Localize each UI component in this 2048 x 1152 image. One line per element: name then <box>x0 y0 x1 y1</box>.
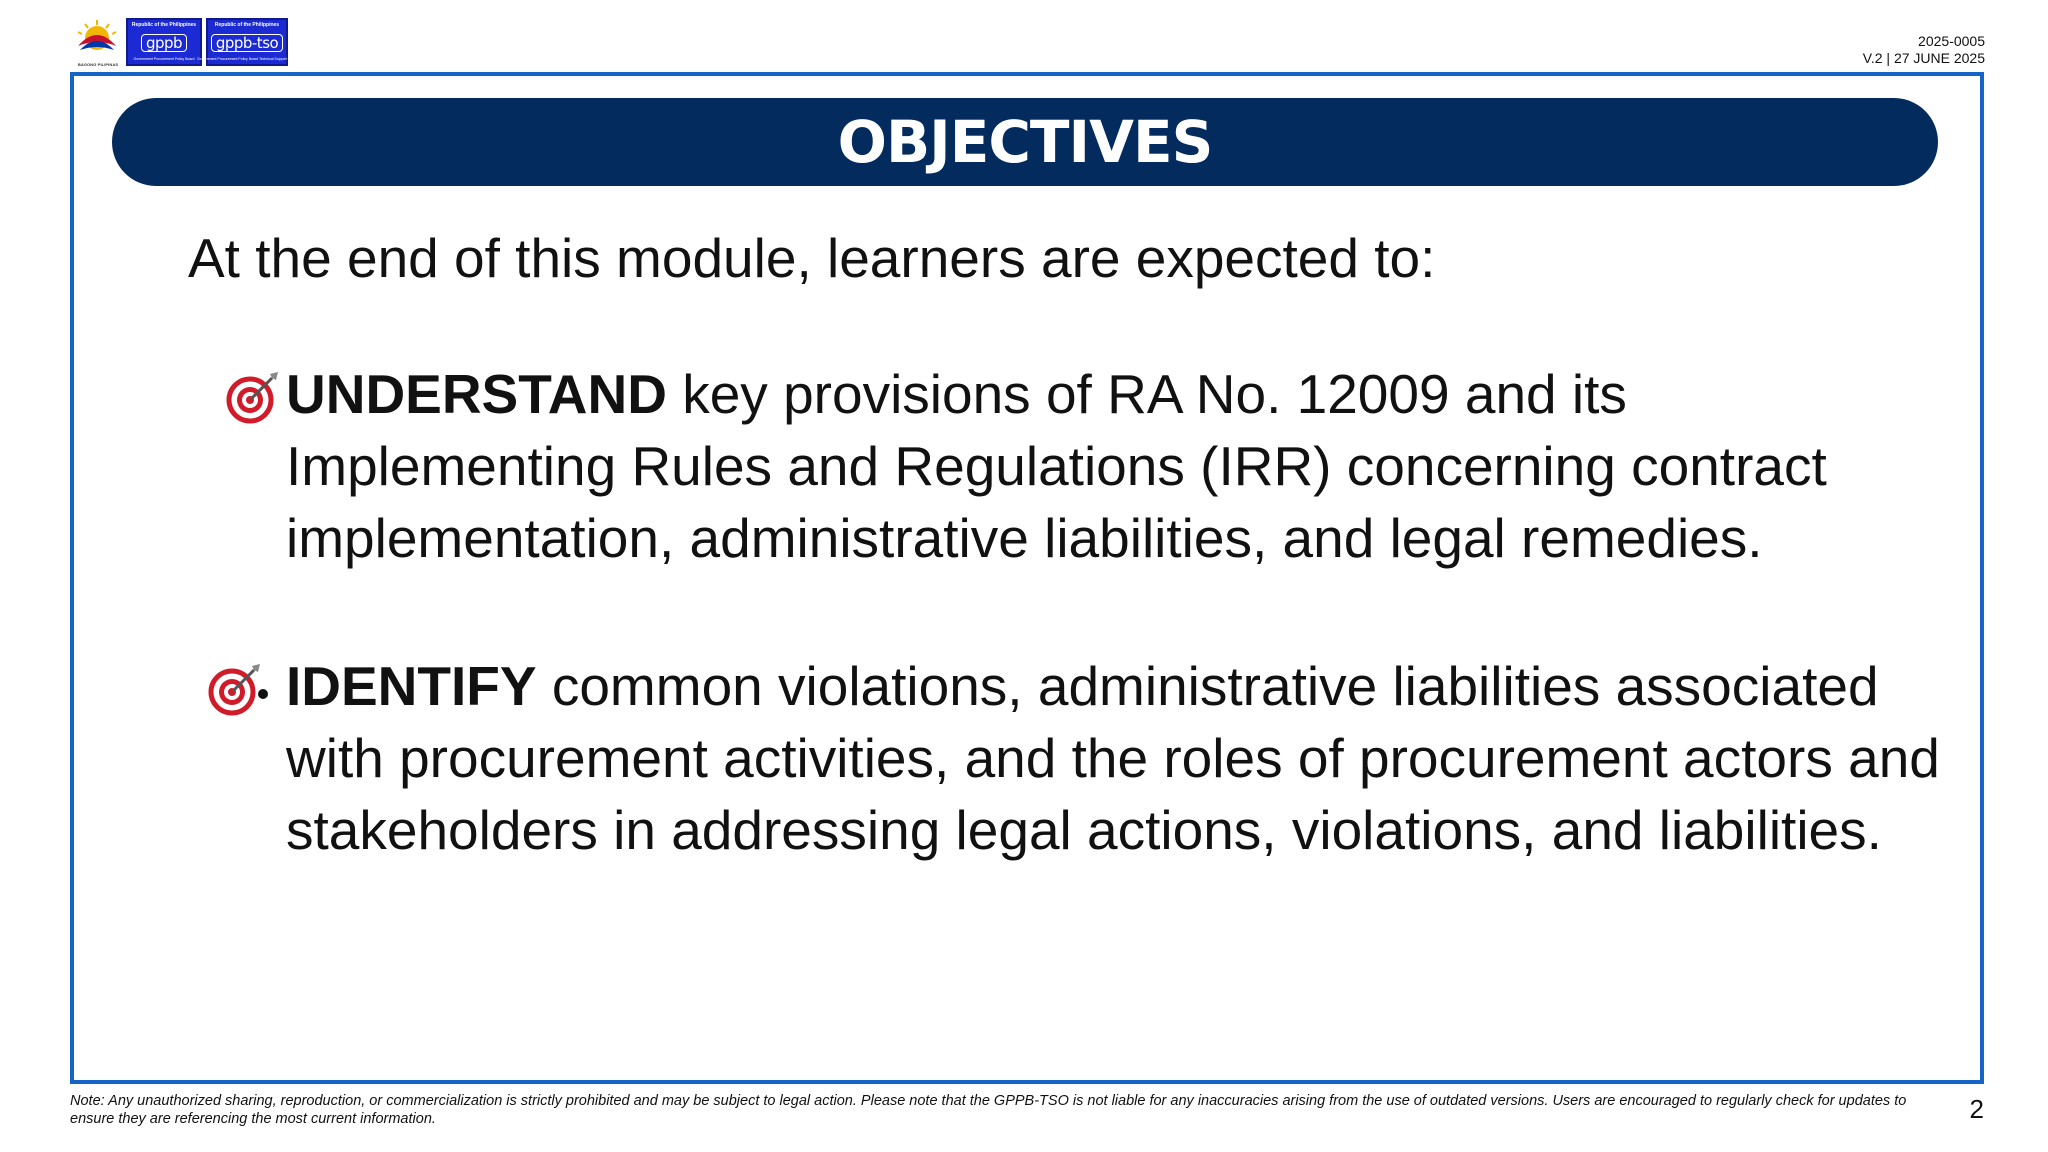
gppb-logo-top-text: Republic of the Philippines <box>131 22 197 28</box>
gppb-tso-logo-bottom-text: Government Procurement Policy Board Technical Support Office <box>197 57 297 61</box>
target-dart-icon <box>226 370 280 424</box>
content-frame <box>70 72 1984 1084</box>
page-number: 2 <box>1969 1094 1984 1124</box>
objective-text: common violations, administrative liabilities associated with procurement activities, and the roles of procurement actors and stakeholders in addressing legal actions, violations, and liabilities. <box>286 655 1940 861</box>
gppb-logo-name: gppb <box>141 34 187 52</box>
sun-emblem-icon <box>72 18 122 62</box>
gppb-logo <box>126 18 202 66</box>
intro-text: At the end of this module, learners are expected to: <box>188 227 1436 289</box>
slide-title: OBJECTIVES <box>837 108 1213 176</box>
document-version: V.2 | 27 JUNE 2025 <box>1862 50 1985 66</box>
gppb-tso-logo <box>197 18 297 66</box>
target-dart-icon <box>208 662 262 716</box>
gppb-tso-logo-name: gppb-tso <box>211 34 283 52</box>
objective-item-identify <box>286 650 1966 866</box>
bagong-pilipinas-logo <box>72 18 122 70</box>
objective-text: key provisions of RA No. 12009 and its Implementing Rules and Regulations (IRR) concerning contract implementation, administrative liabilities, and legal remedies. <box>286 363 1827 569</box>
objective-item-understand <box>286 358 1966 574</box>
footer-disclaimer: Note: Any unauthorized sharing, reproduction, or commercialization is strictly prohibited and may be subject to legal action. Please note that the GPPB-TSO is not liable for any inaccuracies arising from the use of outdated versions. Users are encouraged to regularly check for updates to ensure they are referencing the most current information. <box>70 1093 1907 1127</box>
bullet-dot <box>258 689 268 699</box>
header-logos <box>72 18 297 70</box>
gppb-tso-logo-top-text: Republic of the Philippines <box>214 22 280 28</box>
bagong-pilipinas-caption: BAGONG PILIPINAS <box>77 62 119 67</box>
document-code: 2025-0005 <box>1918 33 1985 49</box>
objective-verb: UNDERSTAND <box>286 363 667 425</box>
title-banner <box>112 98 1938 186</box>
gppb-logo-bottom-text: Government Procurement Policy Board <box>133 57 195 61</box>
objective-verb: IDENTIFY <box>286 655 537 717</box>
document-code-block <box>1863 33 1985 67</box>
